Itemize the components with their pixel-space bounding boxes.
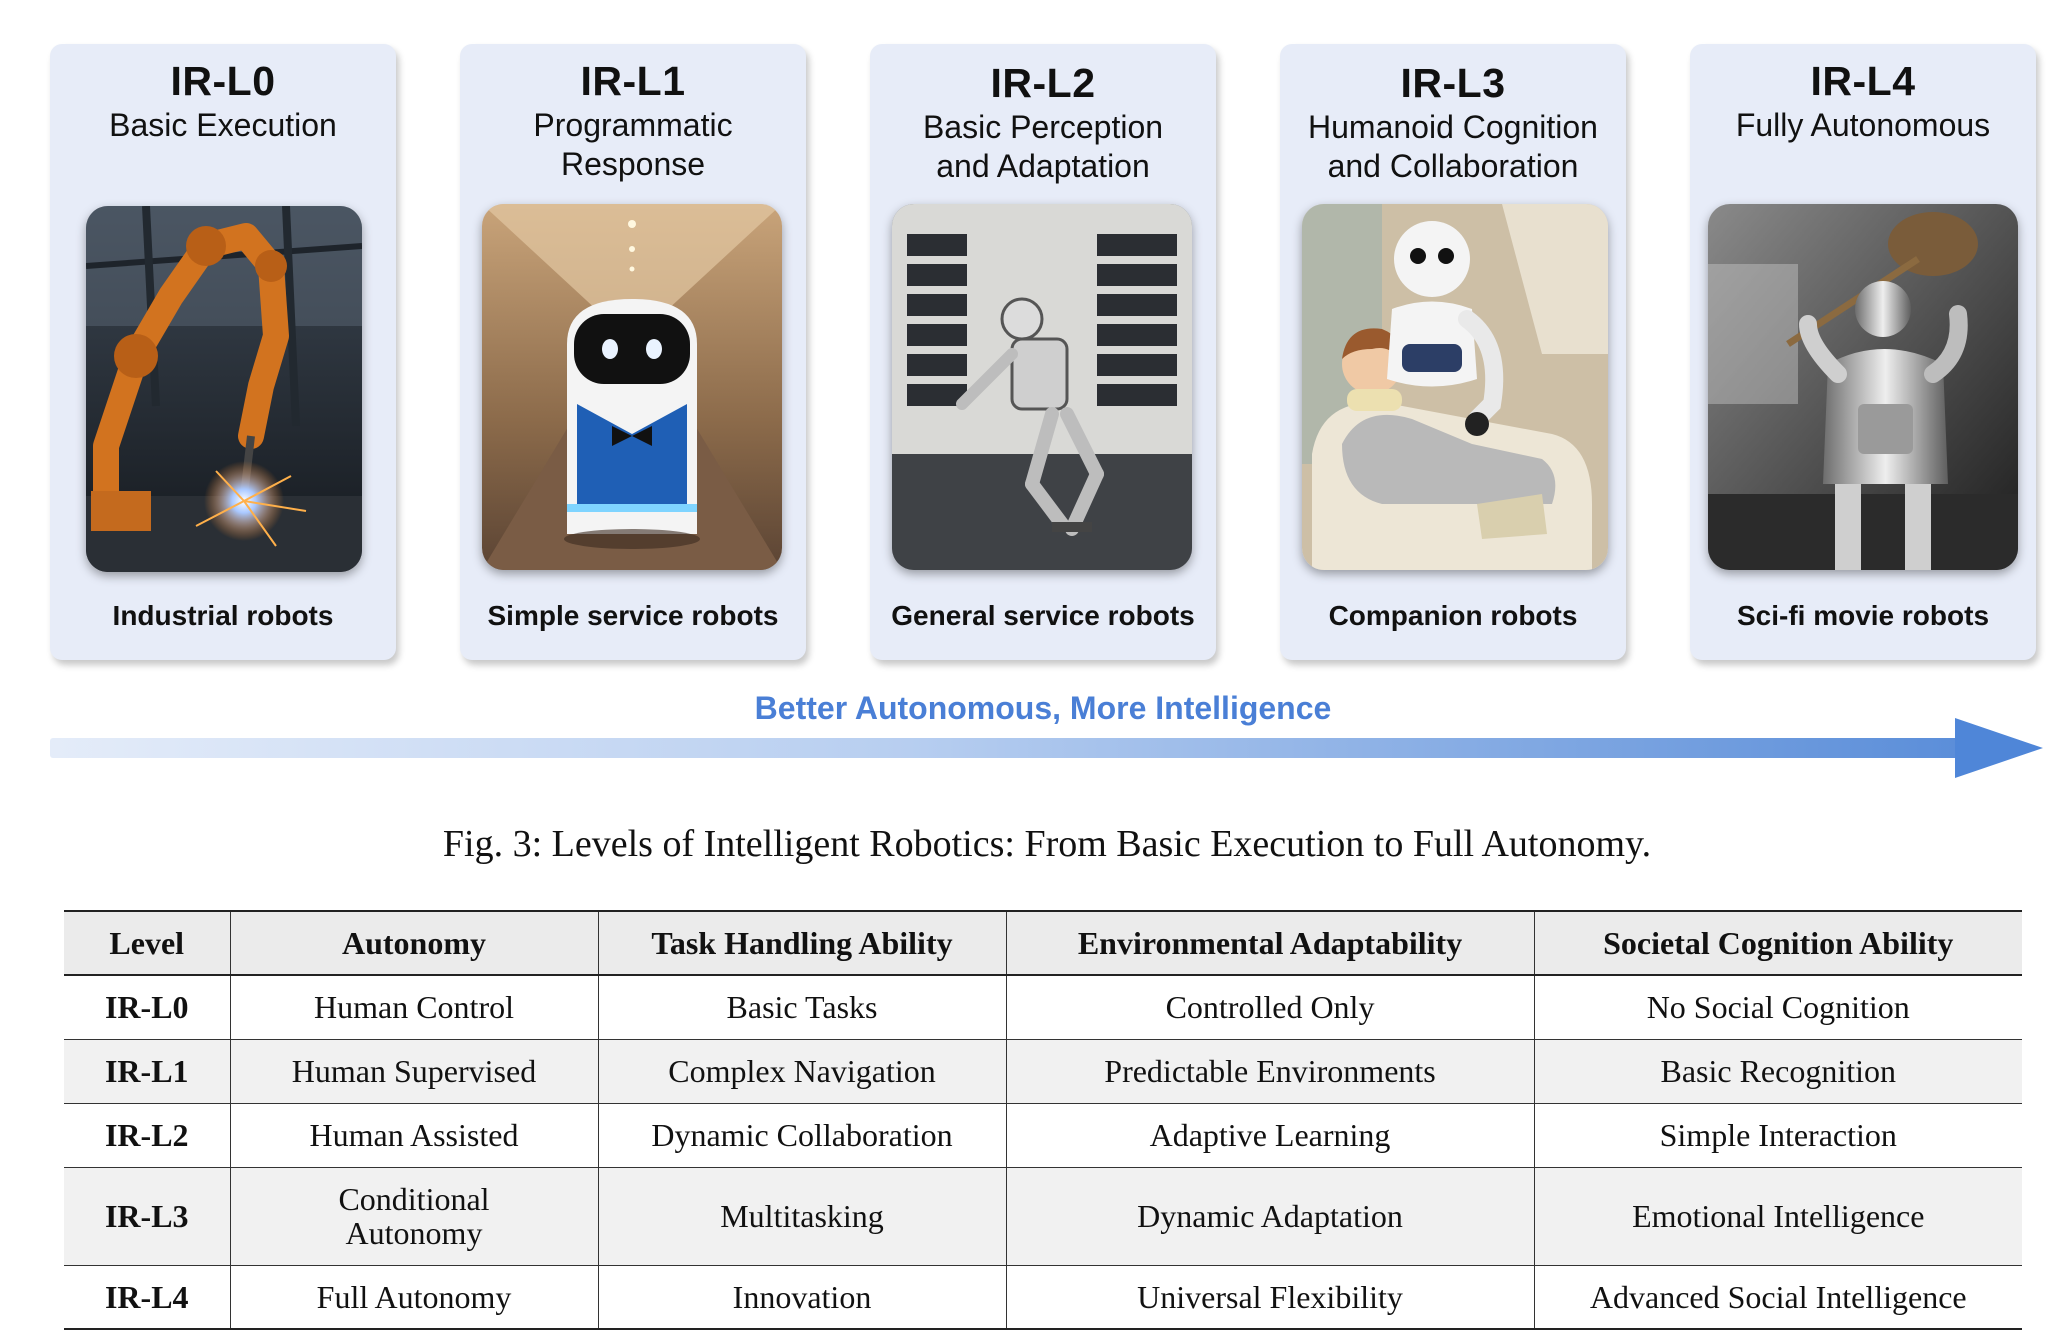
industrial-robot-image	[86, 206, 362, 572]
table-cell: Human Control	[230, 975, 598, 1039]
table-cell-level: IR-L1	[64, 1039, 230, 1103]
level-card-l2	[870, 44, 1216, 660]
table-cell: Full Autonomy	[230, 1265, 598, 1329]
card-level-title: IR-L4	[1810, 58, 1916, 104]
table-cell: No Social Cognition	[1534, 975, 2022, 1039]
table-cell: Basic Recognition	[1534, 1039, 2022, 1103]
card-level-title: IR-L1	[580, 58, 686, 104]
table-cell: Multitasking	[598, 1167, 1006, 1265]
table-row	[64, 1167, 2022, 1265]
arrow-right-icon	[1955, 718, 2043, 778]
card-level-name: Basic Execution	[109, 107, 337, 143]
card-caption: General service robots	[891, 600, 1195, 631]
level-card-l4	[1690, 44, 2036, 660]
table-row	[64, 975, 2022, 1039]
card-level-title: IR-L2	[990, 60, 1096, 106]
card-level-name: Basic Perception and Adaptation	[922, 109, 1164, 184]
column-header-level: Level	[64, 911, 230, 975]
table-cell-level: IR-L4	[64, 1265, 230, 1329]
table-cell: Complex Navigation	[598, 1039, 1006, 1103]
table-cell: Universal Flexibility	[1006, 1265, 1534, 1329]
table-cell: Adaptive Learning	[1006, 1103, 1534, 1167]
level-card-l0	[50, 44, 396, 660]
level-card-l3	[1280, 44, 1626, 660]
table-cell: Basic Tasks	[598, 975, 1006, 1039]
card-caption: Industrial robots	[112, 600, 334, 631]
levels-table	[64, 910, 2022, 1330]
scifi-robot-image	[1708, 204, 2018, 570]
table-row	[64, 1265, 2022, 1329]
table-cell: Human Supervised	[230, 1039, 598, 1103]
progress-arrow-shaft	[50, 738, 1960, 758]
card-level-name: Programmatic Response	[533, 107, 733, 182]
table-cell: Advanced Social Intelligence	[1534, 1265, 2022, 1329]
table-row	[64, 1103, 2022, 1167]
table-cell: Human Assisted	[230, 1103, 598, 1167]
progress-arrow-label: Better Autonomous, More Intelligence	[754, 690, 1332, 726]
card-caption: Simple service robots	[487, 600, 779, 631]
column-header-societal-cognition: Societal Cognition Ability	[1534, 911, 2022, 975]
table-header-row	[64, 911, 2022, 975]
table-cell-level: IR-L0	[64, 975, 230, 1039]
column-header-autonomy: Autonomy	[230, 911, 598, 975]
card-level-name: Humanoid Cognition and Collaboration	[1308, 109, 1598, 184]
table-cell-level: IR-L3	[64, 1167, 230, 1265]
table-row	[64, 1039, 2022, 1103]
table-cell-level: IR-L2	[64, 1103, 230, 1167]
card-caption: Companion robots	[1328, 600, 1578, 631]
column-header-environmental-adaptability: Environmental Adaptability	[1006, 911, 1534, 975]
column-header-task-handling: Task Handling Ability	[598, 911, 1006, 975]
card-level-title: IR-L3	[1400, 60, 1506, 106]
table-cell: Dynamic Collaboration	[598, 1103, 1006, 1167]
table-cell: Dynamic Adaptation	[1006, 1167, 1534, 1265]
card-caption: Sci-fi movie robots	[1736, 600, 1990, 631]
figure-caption: Fig. 3: Levels of Intelligent Robotics: From Basic Execution to Full Autonomy.	[442, 823, 1652, 865]
general-service-robot-image	[892, 204, 1192, 570]
table-cell: Conditional Autonomy	[230, 1167, 598, 1265]
table-cell: Controlled Only	[1006, 975, 1534, 1039]
service-robot-image	[482, 204, 782, 570]
table-cell: Emotional Intelligence	[1534, 1167, 2022, 1265]
table-cell: Predictable Environments	[1006, 1039, 1534, 1103]
table-cell: Innovation	[598, 1265, 1006, 1329]
companion-robot-image	[1302, 204, 1608, 570]
card-level-title: IR-L0	[170, 58, 276, 104]
table-cell: Simple Interaction	[1534, 1103, 2022, 1167]
level-card-l1	[460, 44, 806, 660]
card-level-name: Fully Autonomous	[1735, 107, 1991, 143]
